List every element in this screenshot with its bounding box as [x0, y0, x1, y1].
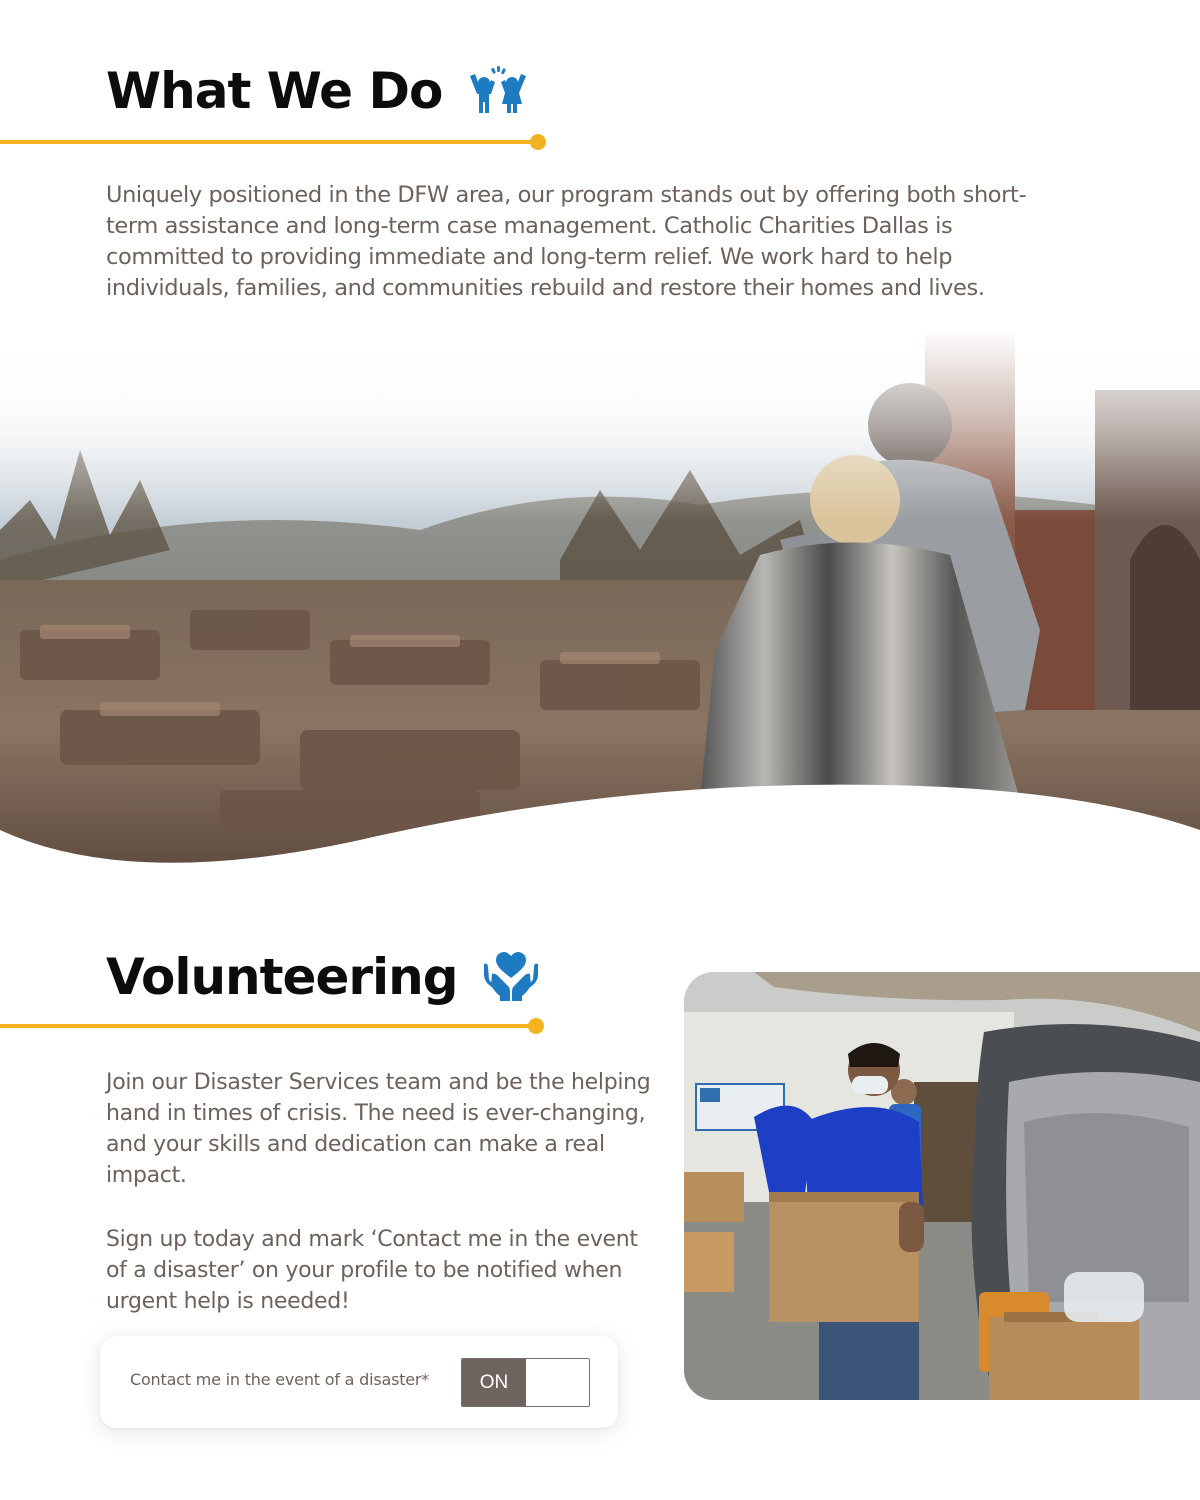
- disaster-contact-label: Contact me in the event of a disaster*: [130, 1370, 430, 1389]
- disaster-contact-card: [100, 1336, 618, 1428]
- hero-photo-couple-in-ruins: [0, 330, 1200, 875]
- toggle-on-label: ON: [462, 1359, 526, 1406]
- what-we-do-title-text: What We Do: [106, 62, 443, 120]
- hands-holding-heart-icon: [482, 952, 540, 1002]
- toggle-knob: [526, 1359, 589, 1406]
- volunteering-title: [106, 948, 540, 1006]
- volunteering-underline: [0, 1024, 536, 1028]
- disaster-contact-toggle[interactable]: [461, 1358, 590, 1407]
- what-we-do-underline: [0, 140, 538, 144]
- volunteering-intro: Join our Disaster Services team and be the helping hand in times of crisis. The need is ever-changing, and your skills and dedication can make a real impact.: [106, 1070, 651, 1188]
- volunteering-signup-prompt: Sign up today and mark ‘Contact me in the event of a disaster’ on your profile to be notified when urgent help is needed!: [106, 1227, 638, 1314]
- what-we-do-title: [106, 62, 530, 120]
- volunteer-loading-car-photo: [684, 972, 1200, 1400]
- volunteering-title-text: Volunteering: [106, 948, 458, 1006]
- children-cheering-icon: [466, 66, 530, 116]
- what-we-do-description: Uniquely positioned in the DFW area, our program stands out by offering both short-term assistance and long-term case management. Catholic Charities Dallas is committed to providing immediate and long-term relief. We work hard to help individuals, families, and communities rebuild and restore their homes and lives.: [106, 182, 1027, 301]
